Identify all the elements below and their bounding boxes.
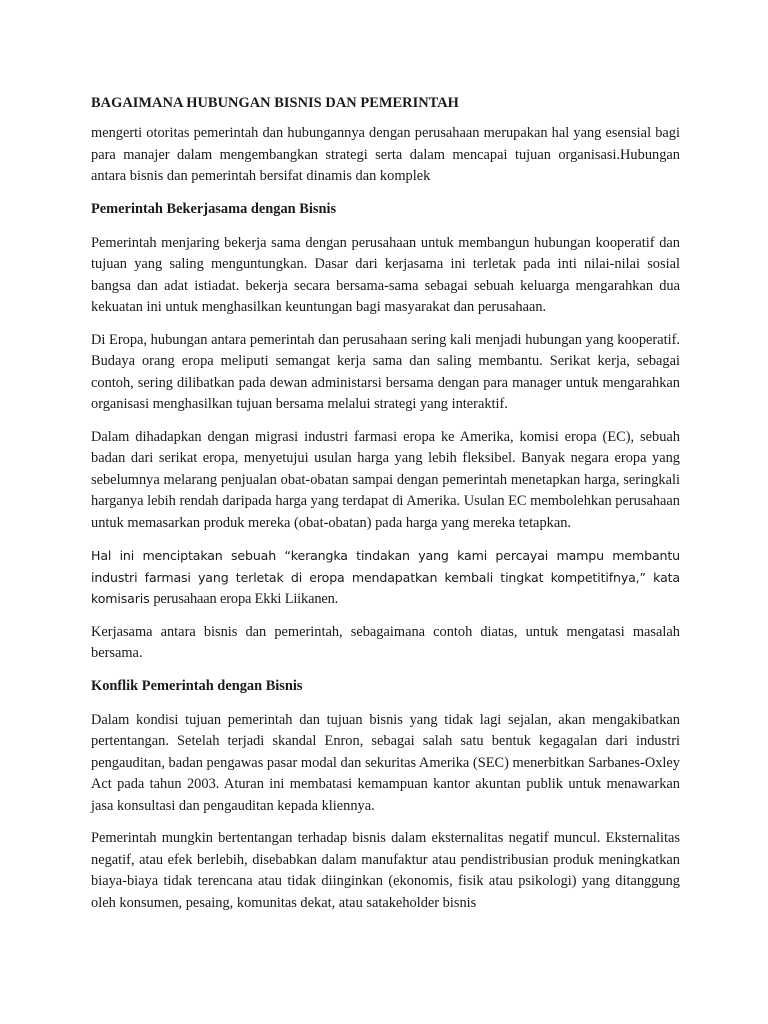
paragraph-cooperation-2: Di Eropa, hubungan antara pemerintah dan perusahaan sering kali menjadi hubungan yang kooperatif. Budaya orang eropa meliputi semangat kerja sama dan saling membantu. Serikat kerja, sebagai contoh, sering dilibatkan pada dewan administarsi bersama dengan para manager untuk mengarahkan organisasi menghasilkan tujuan bersama melalui strategi yang interaktif. [91,331,680,412]
paragraph-conflict-2: Pemerintah mungkin bertentangan terhadap bisnis dalam eksternalitas negatif muncul. Eksternalitas negatif, atau efek berlebih, disebabkan dalam manufaktur atau pendistribusian produk meningkatkan biaya-biaya tidak terencana atau tidak diinginkan (ekonomis, fisik atau psikologi) yang ditanggung oleh konsumen, pesaing, komunitas dekat, atau satakeholder bisnis [91,830,680,911]
paragraph-cooperation-3: Dalam dihadapkan dengan migrasi industri farmasi eropa ke Amerika, komisi eropa (EC), sebuah badan dari serikat eropa, menyetujui usulan harga yang lebih fleksibel. Banyak negara eropa yang sebelumnya melarang penjualan obat-obatan sampai dengan pemerintah menetapkan harga, seringkali harganya lebih rendah daripada harga yang terdapat di Amerika. Usulan EC membolehkan perusahaan untuk memasarkan produk mereka (obat-obatan) pada harga yang mereka tetapkan. [91,428,680,531]
paragraph-conflict-1: Dalam kondisi tujuan pemerintah dan tujuan bisnis yang tidak lagi sejalan, akan mengakibatkan pertentangan. Setelah terjadi skandal Enron, sebagai salah satu bentuk kegagalan dari industri pengauditan, badan pengawas pasar modal dan sekuritas Amerika (SEC) menerbitkan Sarbanes-Oxley Act pada tahun 2003. Aturan ini membatasi kemampuan kantor akuntan publik untuk menawarkan jasa konsultasi dan pengauditan kepada kliennya. [91,711,680,814]
quote-attribution: perusahaan eropa Ekki Liikanen. [153,591,339,607]
paragraph-cooperation-4 [91,545,680,611]
section-heading-cooperation: Pemerintah Bekerjasama dengan Bisnis [91,200,337,217]
quote-text: Hal ini menciptakan sebuah “kerangka tindakan yang kami percayai mampu membantu industri farmasi yang terletak di eropa mendapatkan kembali tingkat kompetitifnya,” kata komisaris [91,548,680,606]
paragraph-cooperation-1: Pemerintah menjaring bekerja sama dengan perusahaan untuk membangun hubungan kooperatif dan tujuan yang saling menguntungkan. Dasar dari kerjasama ini terletak pada inti nilai-nilai sosial bangsa dan adat istiadat. bekerja secara bersama-sama sebagai sebuah keluarga mengarahkan dua kekuatan ini untuk menghasilkan keuntungan bagi masyarakat dan perusahaan. [91,234,680,315]
paragraph-cooperation-5: Kerjasama antara bisnis dan pemerintah, sebagaimana contoh diatas, untuk mengatasi masalah bersama. [91,623,680,661]
section-heading-conflict: Konflik Pemerintah dengan Bisnis [91,677,303,694]
intro-paragraph: mengerti otoritas pemerintah dan hubungannya dengan perusahaan merupakan hal yang esensial bagi para manajer dalam mengembangkan strategi serta dalam mencapai tujuan organisasi.Hubungan antara bisnis dan pemerintah bersifat dinamis dan komplek [91,125,680,184]
document-title: BAGAIMANA HUBUNGAN BISNIS DAN PEMERINTAH [91,95,459,111]
